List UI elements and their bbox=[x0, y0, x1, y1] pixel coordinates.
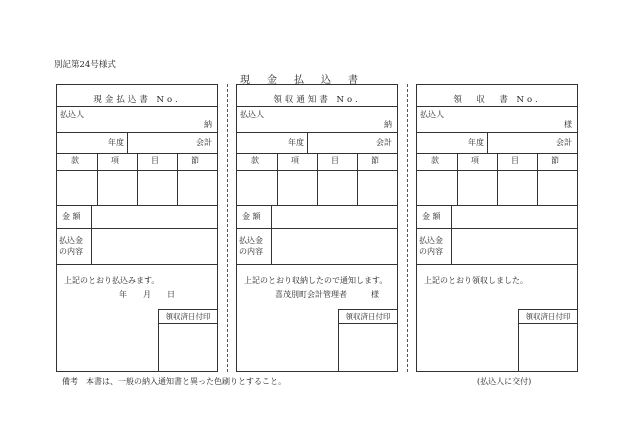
content-label-2: の内容 bbox=[239, 247, 263, 256]
account-label: 会計 bbox=[556, 138, 572, 147]
amount-label: 金 額 bbox=[62, 212, 81, 221]
receipt-notice-panel bbox=[236, 84, 398, 372]
col-kou-label: 項 bbox=[471, 156, 479, 165]
col-kan-label: 款 bbox=[251, 156, 259, 165]
account-label: 会計 bbox=[196, 138, 212, 147]
content-label-2: の内容 bbox=[59, 247, 83, 256]
col-setsu-label: 節 bbox=[371, 156, 379, 165]
col-kan-label: 款 bbox=[71, 156, 79, 165]
stamp-label: 領収済日付印 bbox=[519, 310, 577, 324]
payment-slip-panel bbox=[56, 84, 218, 372]
col-kou-label: 項 bbox=[291, 156, 299, 165]
col-setsu-label: 節 bbox=[551, 156, 559, 165]
content-label-2: の内容 bbox=[419, 247, 443, 256]
payer-label: 払込人 bbox=[420, 110, 444, 119]
panel-title: 現金払込書 No. bbox=[93, 95, 181, 105]
payer-suffix: 納 bbox=[204, 120, 212, 129]
col-moku-label: 目 bbox=[331, 156, 339, 165]
col-kan-label: 款 bbox=[431, 156, 439, 165]
account-label: 会計 bbox=[376, 138, 392, 147]
payer-suffix: 様 bbox=[564, 120, 572, 129]
footer-note: 備考 本書は、一般の納入通知書と異った色刷りとすること。 bbox=[62, 377, 286, 386]
panel-title: 領 収 書 No. bbox=[453, 95, 541, 105]
panel-title: 領収通知書 No. bbox=[273, 95, 361, 105]
col-moku-label: 目 bbox=[511, 156, 519, 165]
stamp-box bbox=[518, 309, 577, 371]
main-title: 現金払込書 bbox=[240, 75, 375, 86]
amount-label: 金 額 bbox=[242, 212, 261, 221]
recipient-text: 喜茂別町会計管理者 様 bbox=[275, 290, 379, 299]
content-label-1: 払込金 bbox=[419, 236, 443, 245]
payer-suffix: 納 bbox=[384, 120, 392, 129]
perforation-line bbox=[407, 84, 408, 372]
col-kou-label: 項 bbox=[111, 156, 119, 165]
payer-label: 払込人 bbox=[60, 110, 84, 119]
stamp-box bbox=[338, 309, 397, 371]
receipt-panel bbox=[416, 84, 578, 372]
message-text: 上記のとおり領収しました。 bbox=[424, 276, 528, 285]
content-label-1: 払込金 bbox=[59, 236, 83, 245]
date-text: 年 月 日 bbox=[119, 290, 175, 299]
amount-label: 金 額 bbox=[422, 212, 441, 221]
message-text: 上記のとおり収納したので通知します。 bbox=[244, 276, 388, 285]
col-moku-label: 目 bbox=[151, 156, 159, 165]
payer-label: 払込人 bbox=[240, 110, 264, 119]
content-label-1: 払込金 bbox=[239, 236, 263, 245]
fiscal-year-label: 年度 bbox=[108, 138, 124, 147]
perforation-line bbox=[227, 84, 228, 372]
message-text: 上記のとおり払込みます。 bbox=[64, 276, 160, 285]
stamp-box bbox=[158, 309, 217, 371]
form-number: 別記第24号様式 bbox=[54, 60, 116, 70]
footer-delivery: (払込人に交付) bbox=[477, 377, 532, 386]
stamp-label: 領収済日付印 bbox=[159, 310, 217, 324]
stamp-label: 領収済日付印 bbox=[339, 310, 397, 324]
fiscal-year-label: 年度 bbox=[288, 138, 304, 147]
col-setsu-label: 節 bbox=[191, 156, 199, 165]
fiscal-year-label: 年度 bbox=[468, 138, 484, 147]
